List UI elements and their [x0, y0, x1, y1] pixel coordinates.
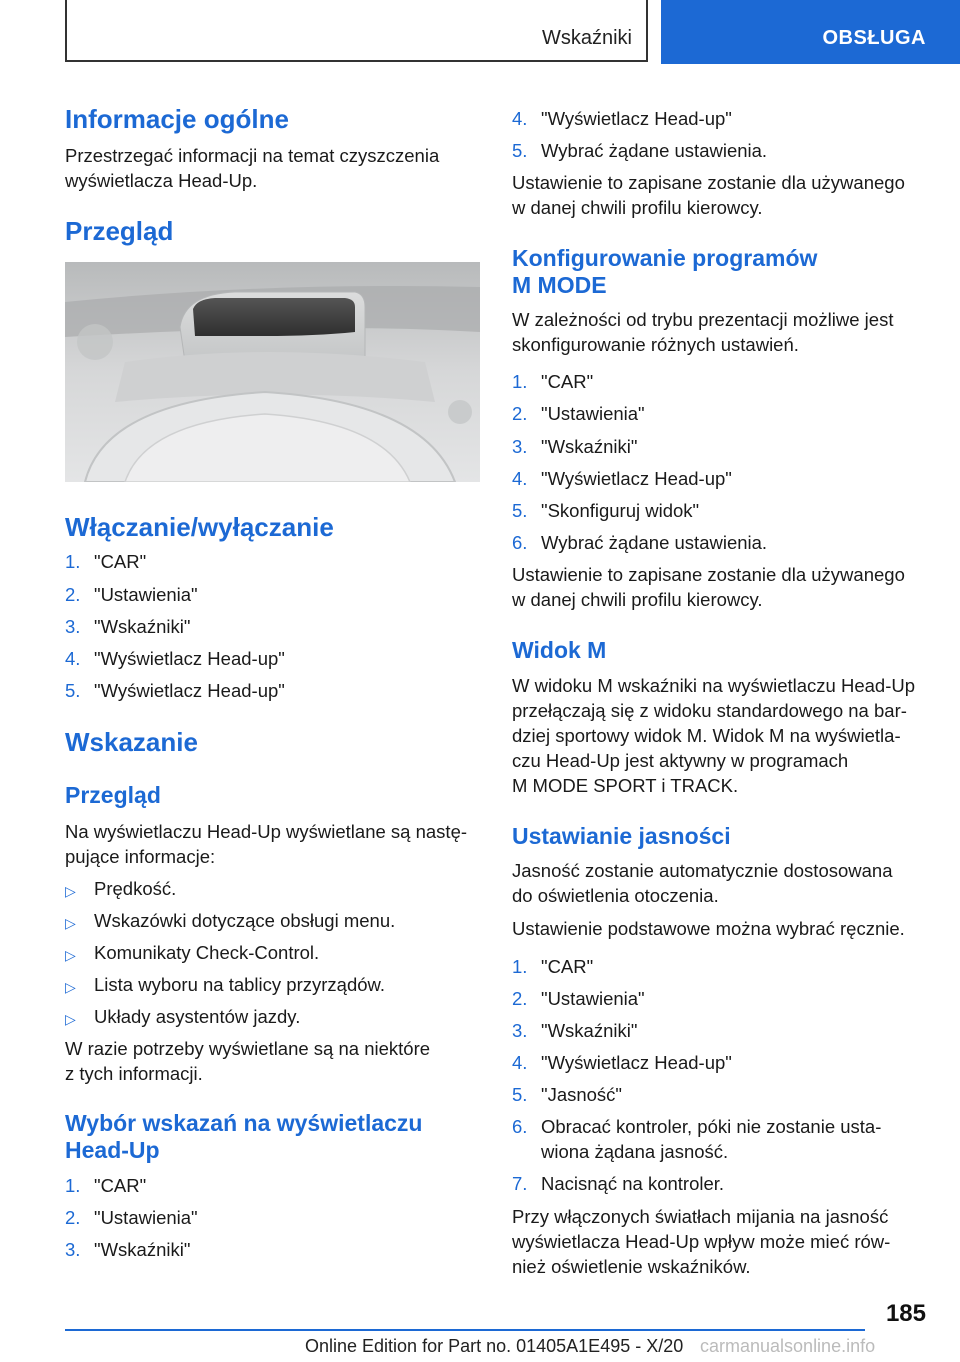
display-text-2: pujące informacje:: [65, 846, 216, 867]
mmode-text-2: skonfigurowanie różnych ustawień.: [512, 334, 799, 355]
mview-text-5: M MODE SPORT i TRACK.: [512, 775, 739, 796]
triangle-bullet-icon: ▷: [65, 915, 76, 931]
general-text-1: Przestrzegać informacji na temat czyszczenia: [65, 145, 440, 166]
page-header: [0, 0, 960, 66]
display-text-1: Na wyświetlaczu Head-Up wyświetlane są nastę-: [65, 821, 468, 842]
final-text-1: Przy włączonych światłach mijania na jasność: [512, 1206, 889, 1227]
final-text-2: wyświetlacza Head-Up wpływ może mieć rów-: [512, 1231, 891, 1252]
page-number: 185: [885, 1300, 926, 1327]
subheading-brightness: Ustawianie jasności: [512, 823, 731, 849]
triangle-bullet-icon: ▷: [65, 947, 76, 963]
triangle-bullet-icon: ▷: [65, 1011, 76, 1027]
brightness-text-3: Ustawienie podstawowe można wybrać ręcznie.: [512, 918, 905, 939]
triangle-bullet-icon: ▷: [65, 979, 76, 995]
saved-text-2: w danej chwili profilu kierowcy.: [512, 197, 763, 218]
saved-text-1: Ustawienie to zapisane zostanie dla używanego: [512, 172, 905, 193]
brightness-text-1: Jasność zostanie automatycznie dostosowana: [512, 860, 893, 881]
saved2-text-2: w danej chwili profilu kierowcy.: [512, 589, 763, 610]
heading-general: Informacje ogólne: [65, 104, 289, 134]
subheading-mmode-1: Konfigurowanie programów: [512, 245, 818, 271]
subheading-mview: Widok M: [512, 637, 607, 663]
subheading-select-1: Wybór wskazań na wyświetlaczu: [65, 1110, 423, 1136]
subheading-select-2: Head-Up: [65, 1137, 160, 1163]
head-up-display-photo: [65, 262, 480, 482]
saved2-text-1: Ustawienie to zapisane zostanie dla używanego: [512, 564, 905, 585]
heading-overview: Przegląd: [65, 216, 174, 246]
note-text-2: z tych informacji.: [65, 1063, 203, 1084]
mview-text-1: W widoku M wskaźniki na wyświetlaczu Head-Up: [512, 675, 916, 696]
section-title: OBSŁUGA: [822, 27, 926, 49]
mview-text-4: czu Head-Up jest aktywny w programach: [512, 750, 849, 771]
subheading-mmode-2: M MODE: [512, 272, 607, 298]
footer-divider: [65, 1329, 865, 1331]
section-tab: [661, 0, 960, 64]
mview-text-2: przełączają się z widoku standardowego na bar-: [512, 700, 907, 721]
edition-text: Online Edition for Part no. 01405A1E495 - X/20: [305, 1336, 684, 1356]
mview-text-3: dziej sportowy widok M. Widok M na wyświetla-: [512, 725, 901, 746]
head-up-display-illustration: [65, 262, 480, 482]
mmode-text-1: W zależności od trybu prezentacji możliwe jest: [512, 309, 894, 330]
heading-display: Wskazanie: [65, 727, 198, 757]
general-text-2: wyświetlacza Head-Up.: [65, 170, 258, 191]
watermark-text: carmanualsonline.info: [700, 1336, 876, 1356]
chapter-tab: [65, 0, 648, 62]
heading-onoff: Włączanie/wyłączanie: [65, 512, 334, 542]
final-text-3: nież oświetlenie wskaźników.: [512, 1256, 751, 1277]
brightness-text-2: do oświetlenia otoczenia.: [512, 885, 719, 906]
chapter-title: Wskaźniki: [541, 27, 632, 49]
subheading-display-overview: Przegląd: [65, 782, 161, 808]
note-text-1: W razie potrzeby wyświetlane są na niektóre: [65, 1038, 431, 1059]
triangle-bullet-icon: ▷: [65, 883, 76, 899]
